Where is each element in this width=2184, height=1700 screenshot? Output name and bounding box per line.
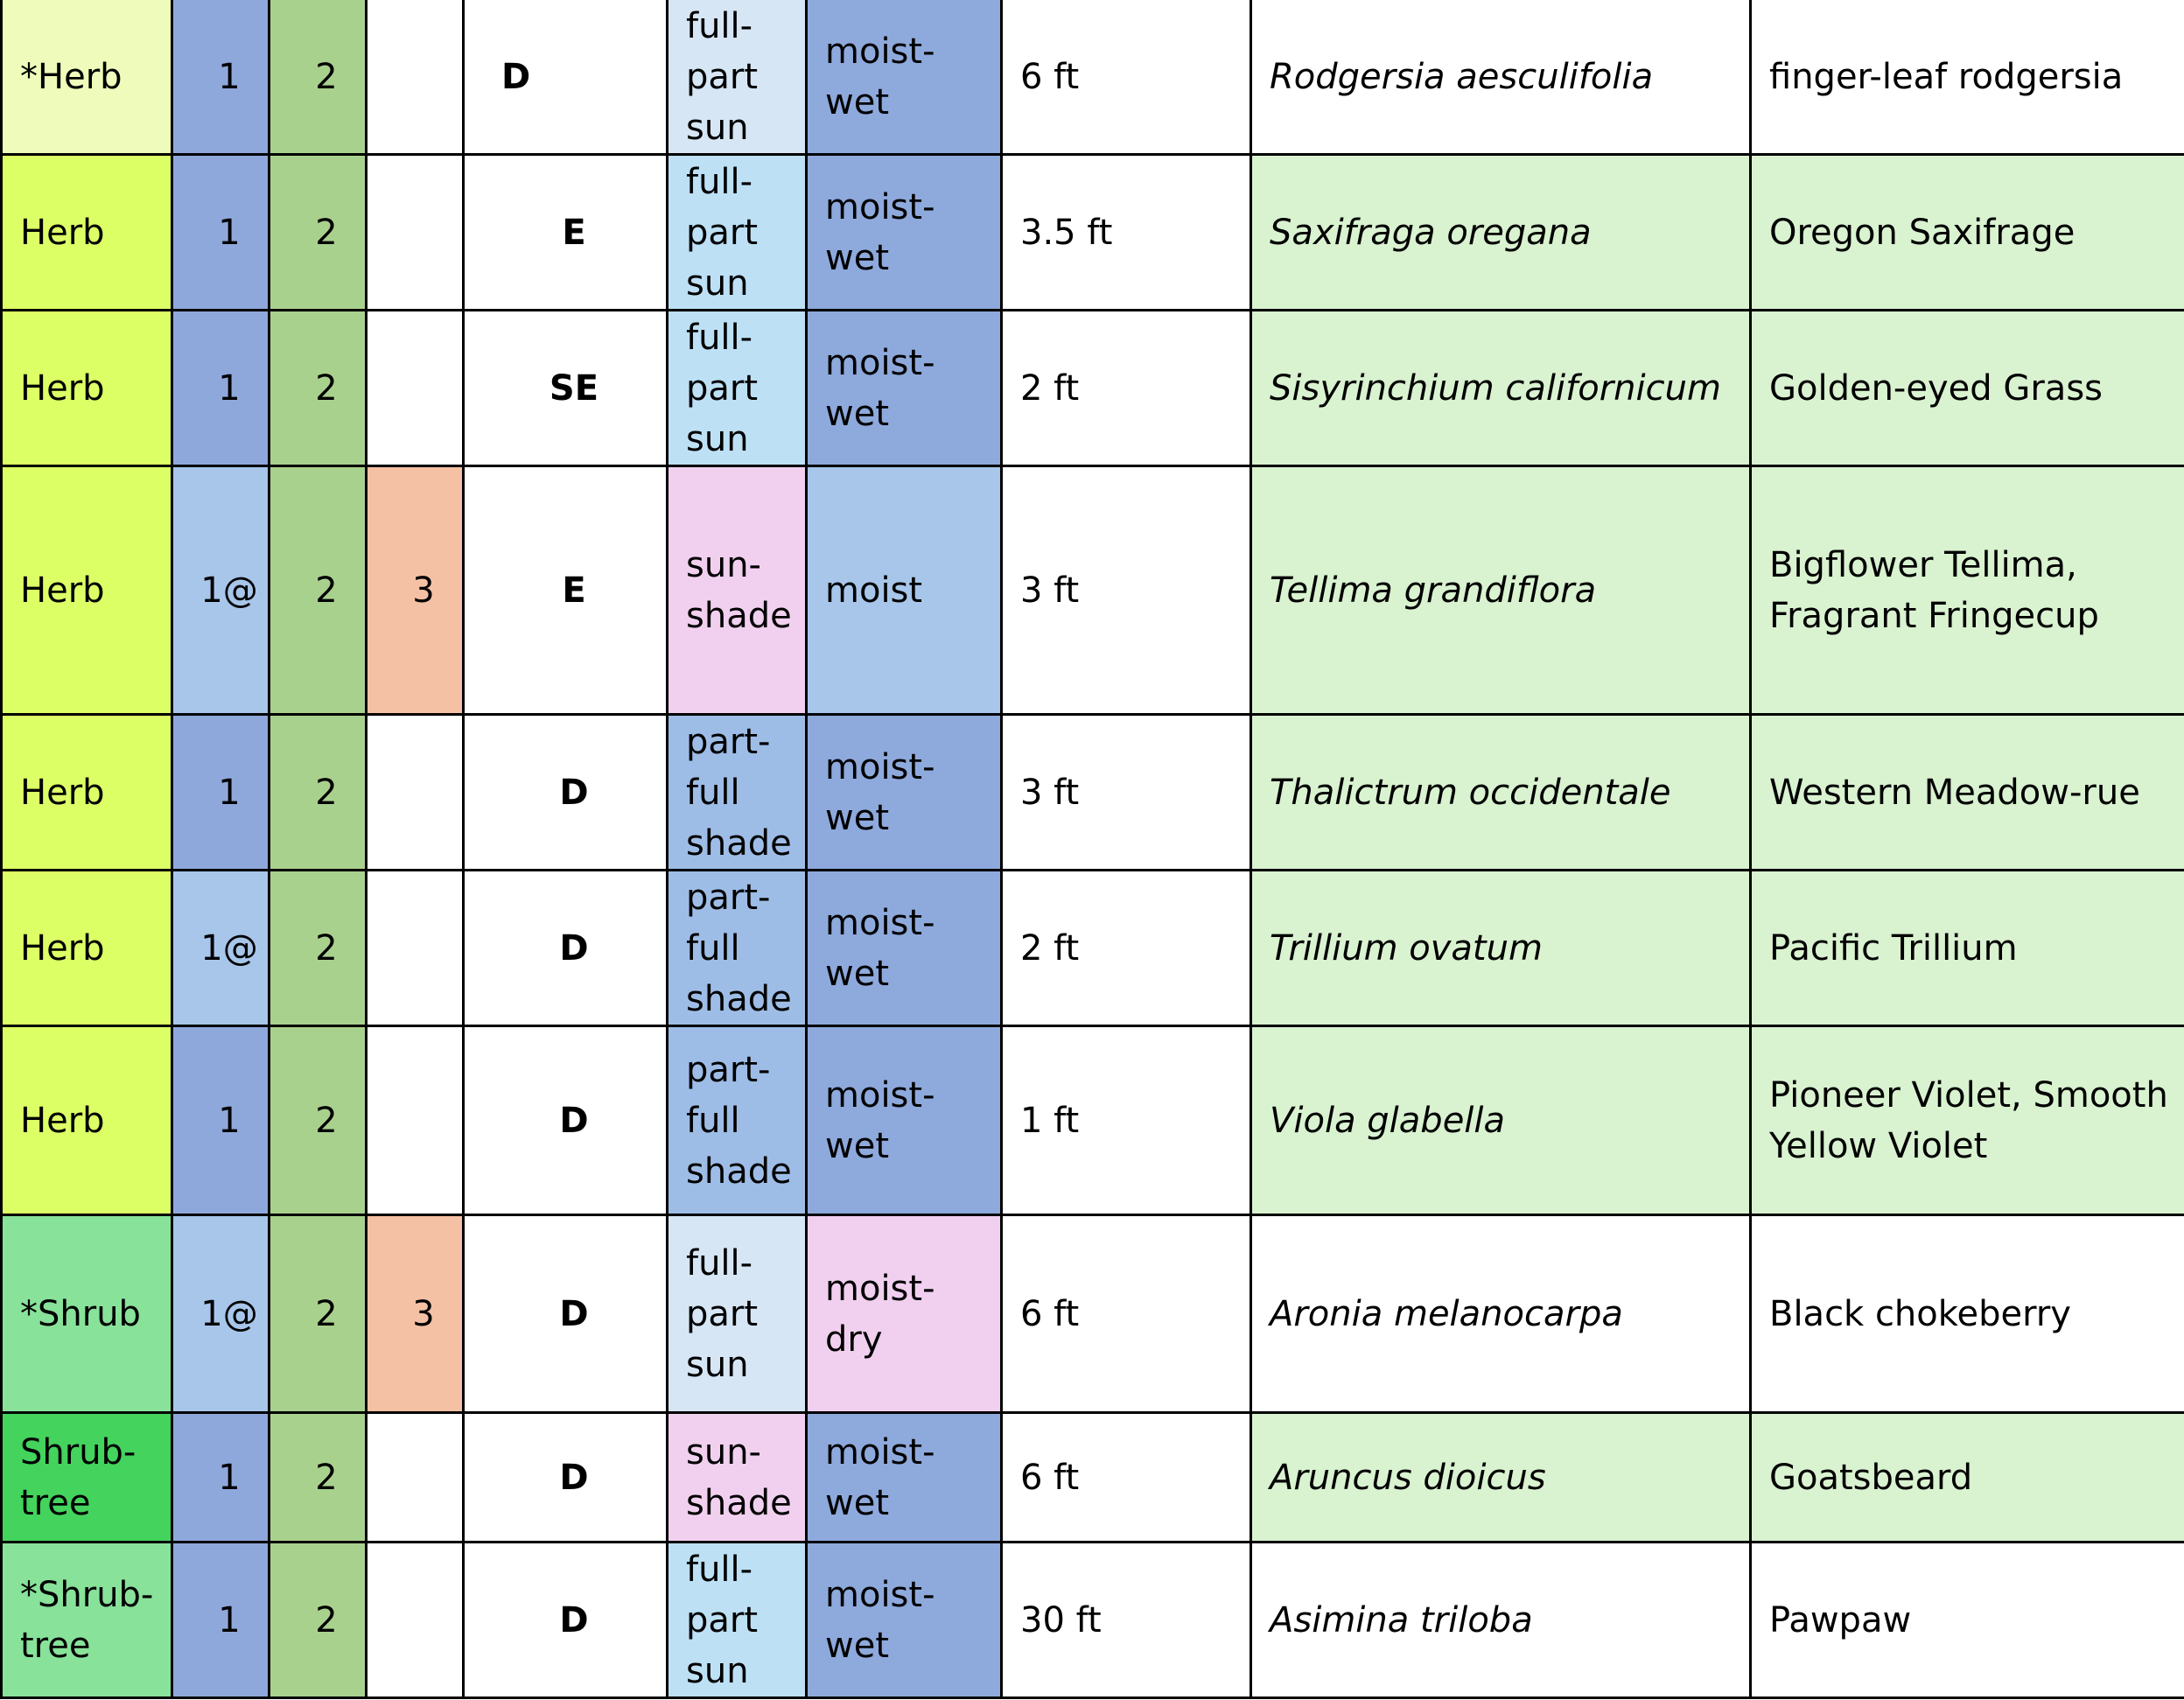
scientific-name-cell [1251, 715, 1751, 871]
common-name-text: Oregon Saxifrage [1769, 212, 2076, 253]
zone-3-cell [367, 1413, 464, 1543]
leaf-habit-text: D [559, 1599, 589, 1641]
zone-2-cell [270, 871, 367, 1026]
sun-exposure-cell [668, 1215, 807, 1413]
plant-type-text: *Shrub [20, 1293, 141, 1334]
scientific-name-cell [1251, 1543, 1751, 1698]
common-name-cell [1751, 311, 2184, 466]
scientific-name-text: Tellima grandiflora [1270, 570, 1597, 611]
sun-exposure-cell [668, 1026, 807, 1215]
scientific-name-text: Thalictrum occidentale [1270, 772, 1671, 813]
zone-1-text: 1 [218, 56, 241, 97]
common-name-cell [1751, 1413, 2184, 1543]
leaf-habit-text: SE [549, 367, 599, 409]
table-row [2, 1026, 2184, 1215]
common-name-text: Golden-eyed Grass [1769, 367, 2103, 409]
zone-1-text: 1 [218, 212, 241, 253]
zone-2-text: 2 [315, 56, 338, 97]
zone-1-cell [172, 0, 270, 155]
leaf-habit-cell [464, 715, 668, 871]
zone-1-cell [172, 311, 270, 466]
moisture-text: moist- wet [825, 31, 935, 122]
scientific-name-text: Sisyrinchium californicum [1270, 367, 1721, 409]
leaf-habit-text: D [559, 1293, 589, 1334]
plant-type-cell [2, 1215, 172, 1413]
sun-exposure-text: full- part sun [686, 317, 759, 459]
sun-exposure-cell [668, 715, 807, 871]
common-name-text: Pioneer Violet, Smooth Yellow Violet [1769, 1074, 2168, 1166]
zone-1-cell [172, 1543, 270, 1698]
sun-exposure-text: sun- shade [686, 544, 792, 636]
moisture-text: moist- wet [825, 1074, 935, 1166]
zone-2-cell [270, 1215, 367, 1413]
height-text: 6 ft [1020, 1457, 1080, 1498]
zone-1-cell [172, 1026, 270, 1215]
plant-type-cell [2, 0, 172, 155]
sun-exposure-cell [668, 311, 807, 466]
moisture-cell [807, 715, 1002, 871]
plant-type-text: *Herb [20, 56, 122, 97]
scientific-name-text: Viola glabella [1270, 1100, 1506, 1141]
common-name-text: Pawpaw [1769, 1599, 1912, 1641]
zone-1-text: 1@ [200, 570, 258, 611]
zone-2-cell [270, 1026, 367, 1215]
scientific-name-text: Asimina triloba [1270, 1599, 1533, 1641]
sun-exposure-cell [668, 1413, 807, 1543]
leaf-habit-text: E [562, 212, 586, 253]
zone-2-text: 2 [315, 570, 338, 611]
table-row [2, 1215, 2184, 1413]
zone-3-cell [367, 871, 464, 1026]
common-name-text: Black chokeberry [1769, 1293, 2071, 1334]
plant-type-text: Herb [20, 1100, 105, 1141]
zone-1-cell [172, 1215, 270, 1413]
zone-2-text: 2 [315, 1293, 338, 1334]
moisture-text: moist- wet [825, 342, 935, 434]
sun-exposure-cell [668, 1543, 807, 1698]
zone-3-cell [367, 0, 464, 155]
sun-exposure-text: full- part sun [686, 1242, 759, 1385]
zone-3-text: 3 [412, 570, 435, 611]
common-name-cell [1751, 1215, 2184, 1413]
plant-type-text: Herb [20, 212, 105, 253]
scientific-name-cell [1251, 1215, 1751, 1413]
scientific-name-cell [1251, 0, 1751, 155]
height-cell [1002, 1413, 1251, 1543]
zone-2-text: 2 [315, 1100, 338, 1141]
zone-2-text: 2 [315, 1599, 338, 1641]
scientific-name-cell [1251, 1026, 1751, 1215]
zone-1-text: 1 [218, 1100, 241, 1141]
scientific-name-text: Rodgersia aesculifolia [1270, 56, 1654, 97]
plant-type-cell [2, 1543, 172, 1698]
leaf-habit-text: D [501, 56, 531, 97]
zone-3-cell [367, 311, 464, 466]
moisture-cell [807, 466, 1002, 715]
leaf-habit-text: D [559, 927, 589, 969]
scientific-name-text: Saxifraga oregana [1270, 212, 1592, 253]
table-row [2, 1413, 2184, 1543]
height-cell [1002, 155, 1251, 311]
zone-1-cell [172, 871, 270, 1026]
leaf-habit-cell [464, 871, 668, 1026]
plant-type-cell [2, 311, 172, 466]
zone-3-cell [367, 1026, 464, 1215]
table-row [2, 1543, 2184, 1698]
table-row [2, 155, 2184, 311]
height-text: 6 ft [1020, 56, 1080, 97]
moisture-text: moist [825, 570, 923, 611]
moisture-cell [807, 155, 1002, 311]
moisture-text: moist- wet [825, 1431, 935, 1523]
plant-type-text: Shrub- tree [20, 1431, 136, 1523]
zone-2-cell [270, 1543, 367, 1698]
sun-exposure-text: full- part sun [686, 161, 759, 304]
zone-1-text: 1@ [200, 1293, 258, 1334]
zone-1-text: 1@ [200, 927, 258, 969]
leaf-habit-cell [464, 311, 668, 466]
sun-exposure-cell [668, 155, 807, 311]
leaf-habit-cell [464, 1543, 668, 1698]
table-row [2, 0, 2184, 155]
common-name-text: Western Meadow-rue [1769, 772, 2140, 813]
zone-1-text: 1 [218, 1599, 241, 1641]
plant-type-text: *Shrub- tree [20, 1574, 154, 1666]
height-text: 6 ft [1020, 1293, 1080, 1334]
height-text: 3 ft [1020, 570, 1080, 611]
zone-3-cell [367, 1543, 464, 1698]
zone-1-text: 1 [218, 1457, 241, 1498]
height-text: 3 ft [1020, 772, 1080, 813]
leaf-habit-text: D [559, 772, 589, 813]
scientific-name-cell [1251, 155, 1751, 311]
zone-2-text: 2 [315, 367, 338, 409]
moisture-text: moist- wet [825, 746, 935, 838]
zone-2-cell [270, 466, 367, 715]
height-cell [1002, 871, 1251, 1026]
moisture-cell [807, 1543, 1002, 1698]
common-name-text: finger-leaf rodgersia [1769, 56, 2124, 97]
height-text: 2 ft [1020, 927, 1080, 969]
leaf-habit-cell [464, 1215, 668, 1413]
table-row [2, 466, 2184, 715]
zone-2-cell [270, 155, 367, 311]
height-cell [1002, 1215, 1251, 1413]
moisture-text: moist- wet [825, 186, 935, 278]
moisture-cell [807, 311, 1002, 466]
common-name-cell [1751, 715, 2184, 871]
sun-exposure-cell [668, 0, 807, 155]
common-name-cell [1751, 1026, 2184, 1215]
leaf-habit-text: D [559, 1457, 589, 1498]
plant-type-cell [2, 155, 172, 311]
leaf-habit-cell [464, 0, 668, 155]
moisture-cell [807, 1026, 1002, 1215]
scientific-name-text: Trillium ovatum [1270, 927, 1543, 969]
common-name-text: Pacific Trillium [1769, 927, 2018, 969]
scientific-name-text: Aruncus dioicus [1270, 1457, 1546, 1498]
zone-1-text: 1 [218, 772, 241, 813]
common-name-cell [1751, 155, 2184, 311]
common-name-text: Goatsbeard [1769, 1457, 1973, 1498]
scientific-name-cell [1251, 1413, 1751, 1543]
zone-1-cell [172, 155, 270, 311]
leaf-habit-text: D [559, 1100, 589, 1141]
table-row [2, 715, 2184, 871]
leaf-habit-cell [464, 1413, 668, 1543]
plant-type-cell [2, 1413, 172, 1543]
moisture-cell [807, 871, 1002, 1026]
height-text: 2 ft [1020, 367, 1080, 409]
table-row [2, 311, 2184, 466]
height-cell [1002, 0, 1251, 155]
table-row [2, 871, 2184, 1026]
common-name-cell [1751, 871, 2184, 1026]
common-name-text: Bigflower Tellima, Fragrant Fringecup [1769, 544, 2099, 636]
leaf-habit-cell [464, 1026, 668, 1215]
moisture-text: moist- wet [825, 1574, 935, 1666]
zone-2-cell [270, 0, 367, 155]
zone-1-cell [172, 1413, 270, 1543]
moisture-cell [807, 1215, 1002, 1413]
sun-exposure-text: full- part sun [686, 5, 759, 148]
common-name-cell [1751, 466, 2184, 715]
common-name-cell [1751, 0, 2184, 155]
leaf-habit-text: E [562, 570, 586, 611]
zone-1-text: 1 [218, 367, 241, 409]
zone-3-cell [367, 155, 464, 311]
height-cell [1002, 311, 1251, 466]
zone-2-text: 2 [315, 212, 338, 253]
moisture-cell [807, 0, 1002, 155]
plant-type-text: Herb [20, 367, 105, 409]
sun-exposure-cell [668, 871, 807, 1026]
plant-type-cell [2, 466, 172, 715]
sun-exposure-text: part- full shade [686, 721, 792, 864]
zone-3-cell [367, 1215, 464, 1413]
height-cell [1002, 466, 1251, 715]
moisture-cell [807, 1413, 1002, 1543]
moisture-text: moist- dry [825, 1268, 935, 1360]
plant-type-cell [2, 715, 172, 871]
zone-3-cell [367, 715, 464, 871]
zone-3-cell [367, 466, 464, 715]
scientific-name-cell [1251, 466, 1751, 715]
height-text: 30 ft [1020, 1599, 1102, 1641]
plant-type-text: Herb [20, 772, 105, 813]
common-name-cell [1751, 1543, 2184, 1698]
zone-2-cell [270, 715, 367, 871]
zone-2-cell [270, 1413, 367, 1543]
zone-2-text: 2 [315, 927, 338, 969]
leaf-habit-cell [464, 466, 668, 715]
height-cell [1002, 1543, 1251, 1698]
sun-exposure-text: part- full shade [686, 877, 792, 1019]
scientific-name-text: Aronia melanocarpa [1270, 1293, 1623, 1334]
sun-exposure-text: part- full shade [686, 1049, 792, 1192]
sun-exposure-cell [668, 466, 807, 715]
zone-2-text: 2 [315, 772, 338, 813]
scientific-name-cell [1251, 871, 1751, 1026]
plant-table-body [2, 0, 2184, 1698]
plant-type-cell [2, 1026, 172, 1215]
plant-type-text: Herb [20, 570, 105, 611]
plant-type-cell [2, 871, 172, 1026]
height-text: 1 ft [1020, 1100, 1080, 1141]
zone-2-cell [270, 311, 367, 466]
zone-1-cell [172, 715, 270, 871]
plant-type-text: Herb [20, 927, 105, 969]
zone-2-text: 2 [315, 1457, 338, 1498]
moisture-text: moist- wet [825, 902, 935, 994]
height-cell [1002, 1026, 1251, 1215]
zone-3-text: 3 [412, 1293, 435, 1334]
zone-1-cell [172, 466, 270, 715]
sun-exposure-text: full- part sun [686, 1549, 759, 1691]
sun-exposure-text: sun- shade [686, 1431, 792, 1523]
leaf-habit-cell [464, 155, 668, 311]
height-text: 3.5 ft [1020, 212, 1113, 253]
height-cell [1002, 715, 1251, 871]
scientific-name-cell [1251, 311, 1751, 466]
